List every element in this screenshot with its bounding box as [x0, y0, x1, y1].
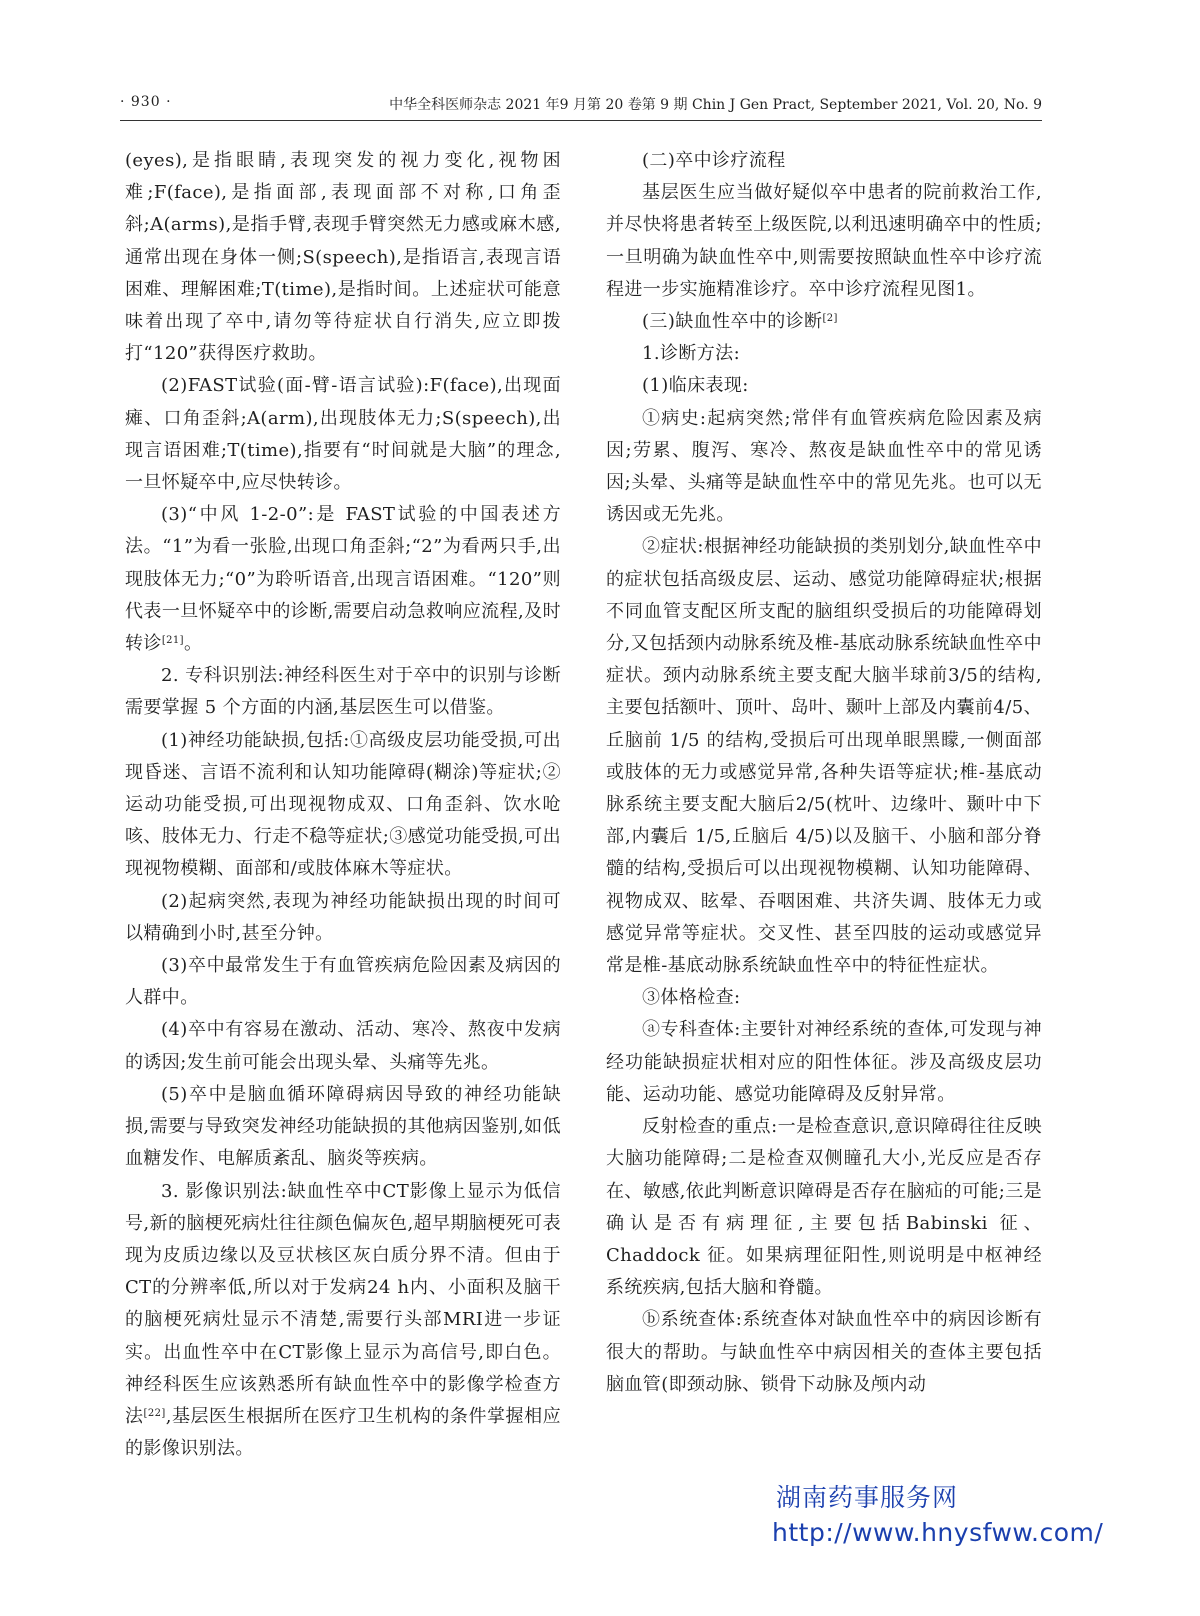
- journal-citation: 中华全科医师杂志 2021 年9 月第 20 卷第 9 期 Chin J Gen Pract, September 2021, Vol. 20, No. 9: [389, 97, 1042, 113]
- watermark-name: 湖南药事服务网: [776, 1483, 959, 1512]
- paragraph: (2)FAST试验(面-臂-语言试验):F(face),出现面瘫、口角歪斜;A(arm),出现肢体无力;S(speech),出现言语困难;T(time),指要有“时间就是大脑”的理念,一旦怀疑卒中,应尽快转诊。: [125, 375, 561, 494]
- reference-marker[interactable]: [2]: [822, 313, 838, 325]
- reference-marker[interactable]: [22]: [143, 1407, 166, 1419]
- subsection-heading: 1.诊断方法:: [642, 343, 741, 365]
- subsection-heading: ③体格检查:: [642, 987, 741, 1009]
- paragraph: ⓐ专科查体:主要针对神经系统的查体,可发现与神经功能缺损症状相对应的阳性体征。涉及高级皮层功能、运动功能、感觉功能障碍及反射异常。: [606, 1019, 1042, 1105]
- reference-marker[interactable]: [21]: [161, 635, 184, 647]
- paragraph: ⓑ系统查体:系统查体对缺血性卒中的病因诊断有很大的帮助。与缺血性卒中病因相关的查体主要包括脑血管(即颈动脉、锁骨下动脉及颅内动: [606, 1309, 1042, 1395]
- page-number: · 930 ·: [120, 94, 172, 110]
- paragraph: (3)“中风 1-2-0”:是 FAST试验的中国表述方法。“1”为看一张脸,出现口角歪斜;“2”为看两只手,出现肢体无力;“0”为聆听语音,出现言语困难。“120”则代表一旦怀疑卒中的诊断,需要启动急救响应流程,及时转诊[21]。: [125, 504, 561, 655]
- paragraph: (1)神经功能缺损,包括:①高级皮层功能受损,可出现昏迷、言语不流利和认知功能障碍(糊涂)等症状;②运动功能受损,可出现视物成双、口角歪斜、饮水呛咳、肢体无力、行走不稳等症状;③感觉功能受损,可出现视物模糊、面部和/或肢体麻木等症状。: [125, 729, 561, 880]
- paragraph: 2. 专科识别法:神经科医生对于卒中的识别与诊断需要掌握 5 个方面的内涵,基层医生可以借鉴。: [125, 665, 561, 719]
- paragraph: ②症状:根据神经功能缺损的类别划分,缺血性卒中的症状包括高级皮层、运动、感觉功能障碍症状;根据不同血管支配区所支配的脑组织受损后的功能障碍划分,又包括颈内动脉系统及椎-基底动脉系统缺血性卒中症状。颈内动脉系统主要支配大脑半球前3/5的结构,主要包括额叶、顶叶、岛叶、颞叶上部及内囊前4/5、丘脑前 1/5 的结构,受损后可出现单眼黑矇,一侧面部或肢体的无力或感觉异常,各种失语等症状;椎-基底动脉系统主要支配大脑后2/5(枕叶、边缘叶、颞叶中下部,内囊后 1/5,丘脑后 4/5)以及脑干、小脑和部分脊髓的结构,受损后可以出现视物模糊、认知功能障碍、视物成双、眩晕、吞咽困难、共济失调、肢体无力或感觉异常等症状。交叉性、甚至四肢的运动或感觉异常是椎-基底动脉系统缺血性卒中的特征性症状。: [606, 536, 1042, 977]
- paragraph: (5)卒中是脑血循环障碍病因导致的神经功能缺损,需要与导致突发神经功能缺损的其他病因鉴别,如低血糖发作、电解质紊乱、脑炎等疾病。: [125, 1083, 561, 1170]
- watermark-url[interactable]: http://www.hnysfww.com/: [772, 1518, 1104, 1547]
- watermark: [772, 1478, 1103, 1547]
- running-header: [120, 88, 1042, 121]
- paragraph: ①病史:起病突然;常伴有血管疾病危险因素及病因;劳累、腹泻、寒冷、熬夜是缺血性卒中的常见诱因;头晕、头痛等是缺血性卒中的常见先兆。也可以无诱因或无先兆。: [606, 407, 1042, 526]
- paragraph: (3)卒中最常发生于有血管疾病危险因素及病因的人群中。: [125, 955, 561, 1009]
- section-heading: (二)卒中诊疗流程: [642, 150, 786, 171]
- paragraph: 反射检查的重点:一是检查意识,意识障碍往往反映大脑功能障碍;二是检查双侧瞳孔大小,光反应是否存在、敏感,依此判断意识障碍是否存在脑疝的可能;三是确认是否有病理征,主要包括Babinski 征、Chaddock 征。如果病理征阳性,则说明是中枢神经系统疾病,包括大脑和脊髓。: [606, 1116, 1042, 1299]
- paragraph: (4)卒中有容易在激动、活动、寒冷、熬夜中发病的诱因;发生前可能会出现头晕、头痛等先兆。: [125, 1019, 561, 1073]
- paragraph: (eyes),是指眼睛,表现突发的视力变化,视物困难;F(face),是指面部,表现面部不对称,口角歪斜;A(arms),是指手臂,表现手臂突然无力感或麻木感,通常出现在身体一侧;S(speech),是指语言,表现言语困难、理解困难;T(time),是指时间。上述症状可能意味着出现了卒中,请勿等待症状自行消失,应立即拨打“120”获得医疗救助。: [125, 150, 561, 365]
- subsection-heading: (1)临床表现:: [642, 375, 749, 397]
- right-column: [606, 145, 1042, 1401]
- paragraph: 基层医生应当做好疑似卒中患者的院前救治工作,并尽快将患者转至上级医院,以利迅速明确卒中的性质;一旦明确为缺血性卒中,则需要按照缺血性卒中诊疗流程进一步实施精准诊疗。卒中诊疗流程见图1。: [606, 182, 1042, 300]
- section-heading: (三)缺血性卒中的诊断[2]: [642, 311, 838, 333]
- paragraph: 3. 影像识别法:缺血性卒中CT影像上显示为低信号,新的脑梗死病灶往往颜色偏灰色,超早期脑梗死可表现为皮质边缘以及豆状核区灰白质分界不清。但由于CT的分辨率低,所以对于发病24 h内、小面积及脑干的脑梗死病灶显示不清楚,需要行头部MRI进一步证实。出血性卒中在CT影像上显示为高信号,即白色。神经科医生应该熟悉所有缺血性卒中的影像学检查方法[22],基层医生根据所在医疗卫生机构的条件掌握相应的影像识别法。: [125, 1180, 561, 1460]
- left-column: [125, 145, 561, 1465]
- paragraph: (2)起病突然,表现为神经功能缺损出现的时间可以精确到小时,甚至分钟。: [125, 890, 561, 944]
